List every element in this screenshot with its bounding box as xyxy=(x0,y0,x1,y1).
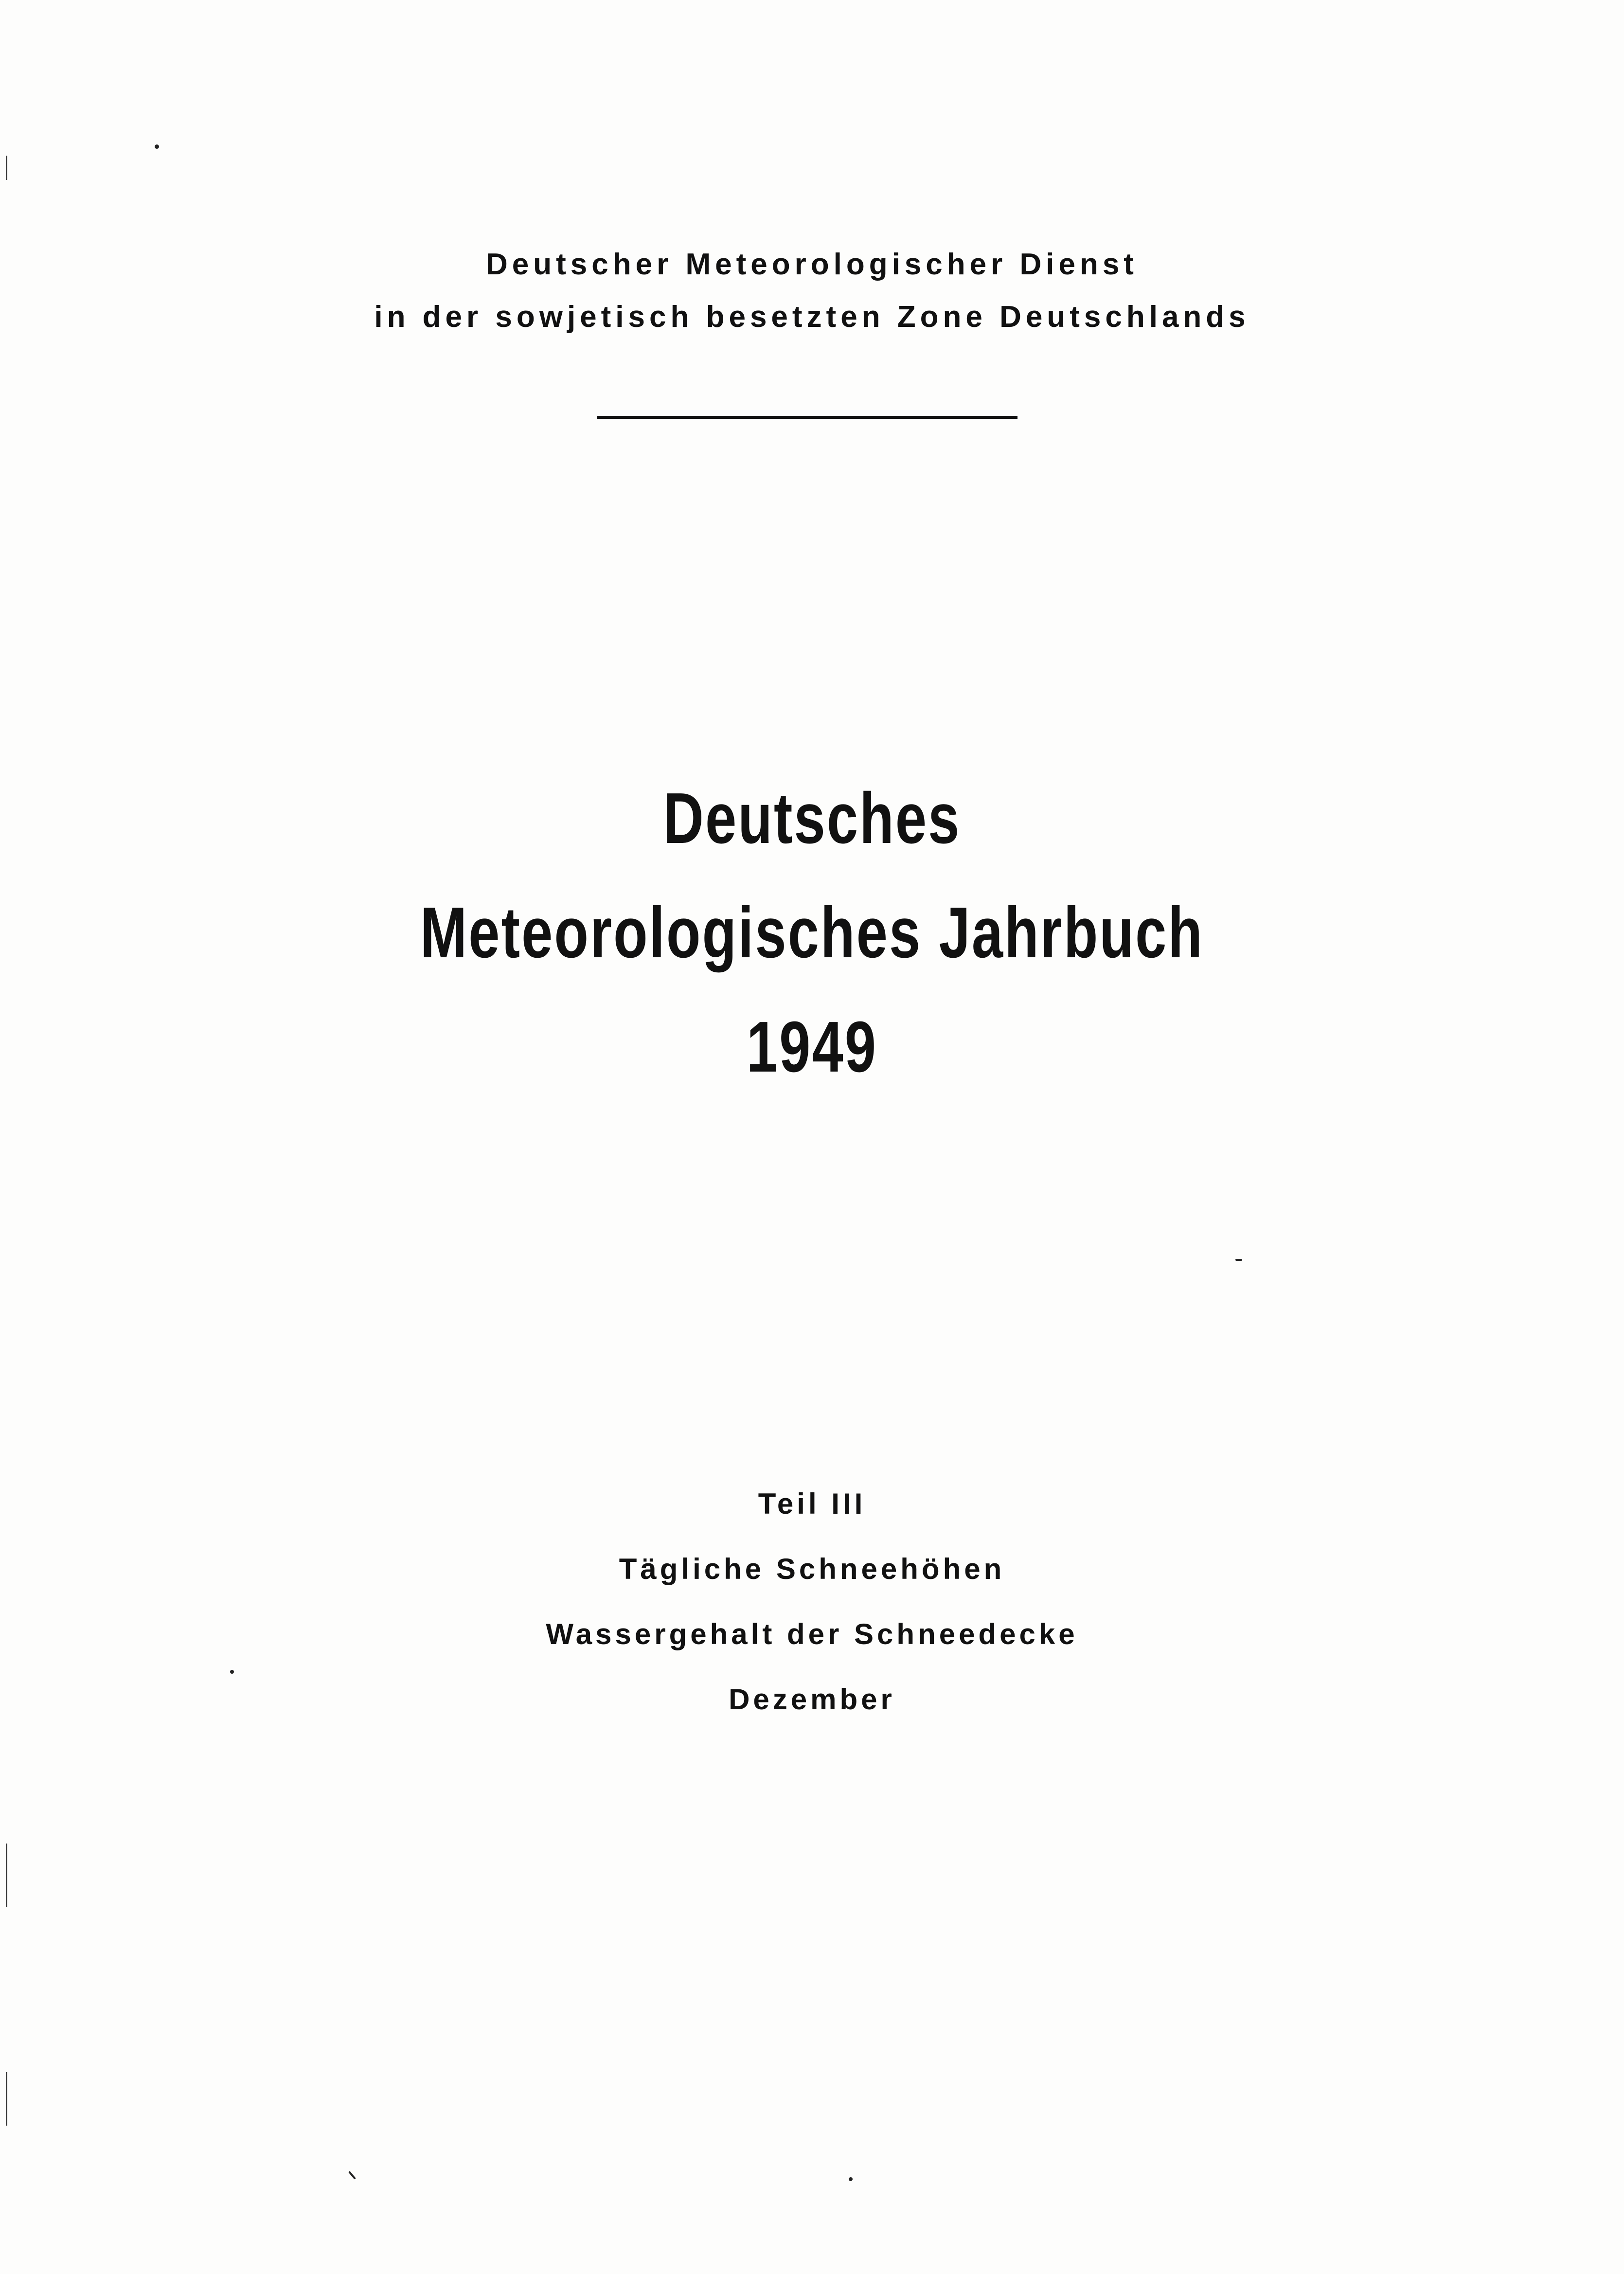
title-block xyxy=(0,761,1624,1104)
part-month: Dezember xyxy=(729,1683,895,1716)
title-line-2: Meteorologisches Jahrbuch xyxy=(420,893,1204,973)
part-subject-1: Tägliche Schneehöhen xyxy=(619,1553,1005,1585)
scan-speck xyxy=(849,2177,853,2181)
scan-speck xyxy=(155,144,159,149)
title-year: 1949 xyxy=(746,1007,878,1087)
header-divider xyxy=(597,416,1017,419)
part-subject-2: Wassergehalt der Schneedecke xyxy=(546,1618,1078,1650)
scan-speck xyxy=(348,2171,356,2180)
part-block xyxy=(0,1471,1624,1732)
scan-speck xyxy=(230,1670,234,1674)
title-line-1: Deutsches xyxy=(663,778,961,859)
scan-edge-mark xyxy=(6,1844,7,1907)
publisher-zone: in der sowjetisch besetzten Zone Deutschlands xyxy=(374,300,1250,334)
scan-speck xyxy=(1235,1259,1242,1261)
scan-edge-mark xyxy=(6,156,7,180)
part-label: Teil III xyxy=(758,1487,866,1520)
scan-edge-mark xyxy=(6,2072,7,2126)
publisher-name: Deutscher Meteorologischer Dienst xyxy=(486,248,1138,281)
publisher-header xyxy=(0,238,1624,343)
